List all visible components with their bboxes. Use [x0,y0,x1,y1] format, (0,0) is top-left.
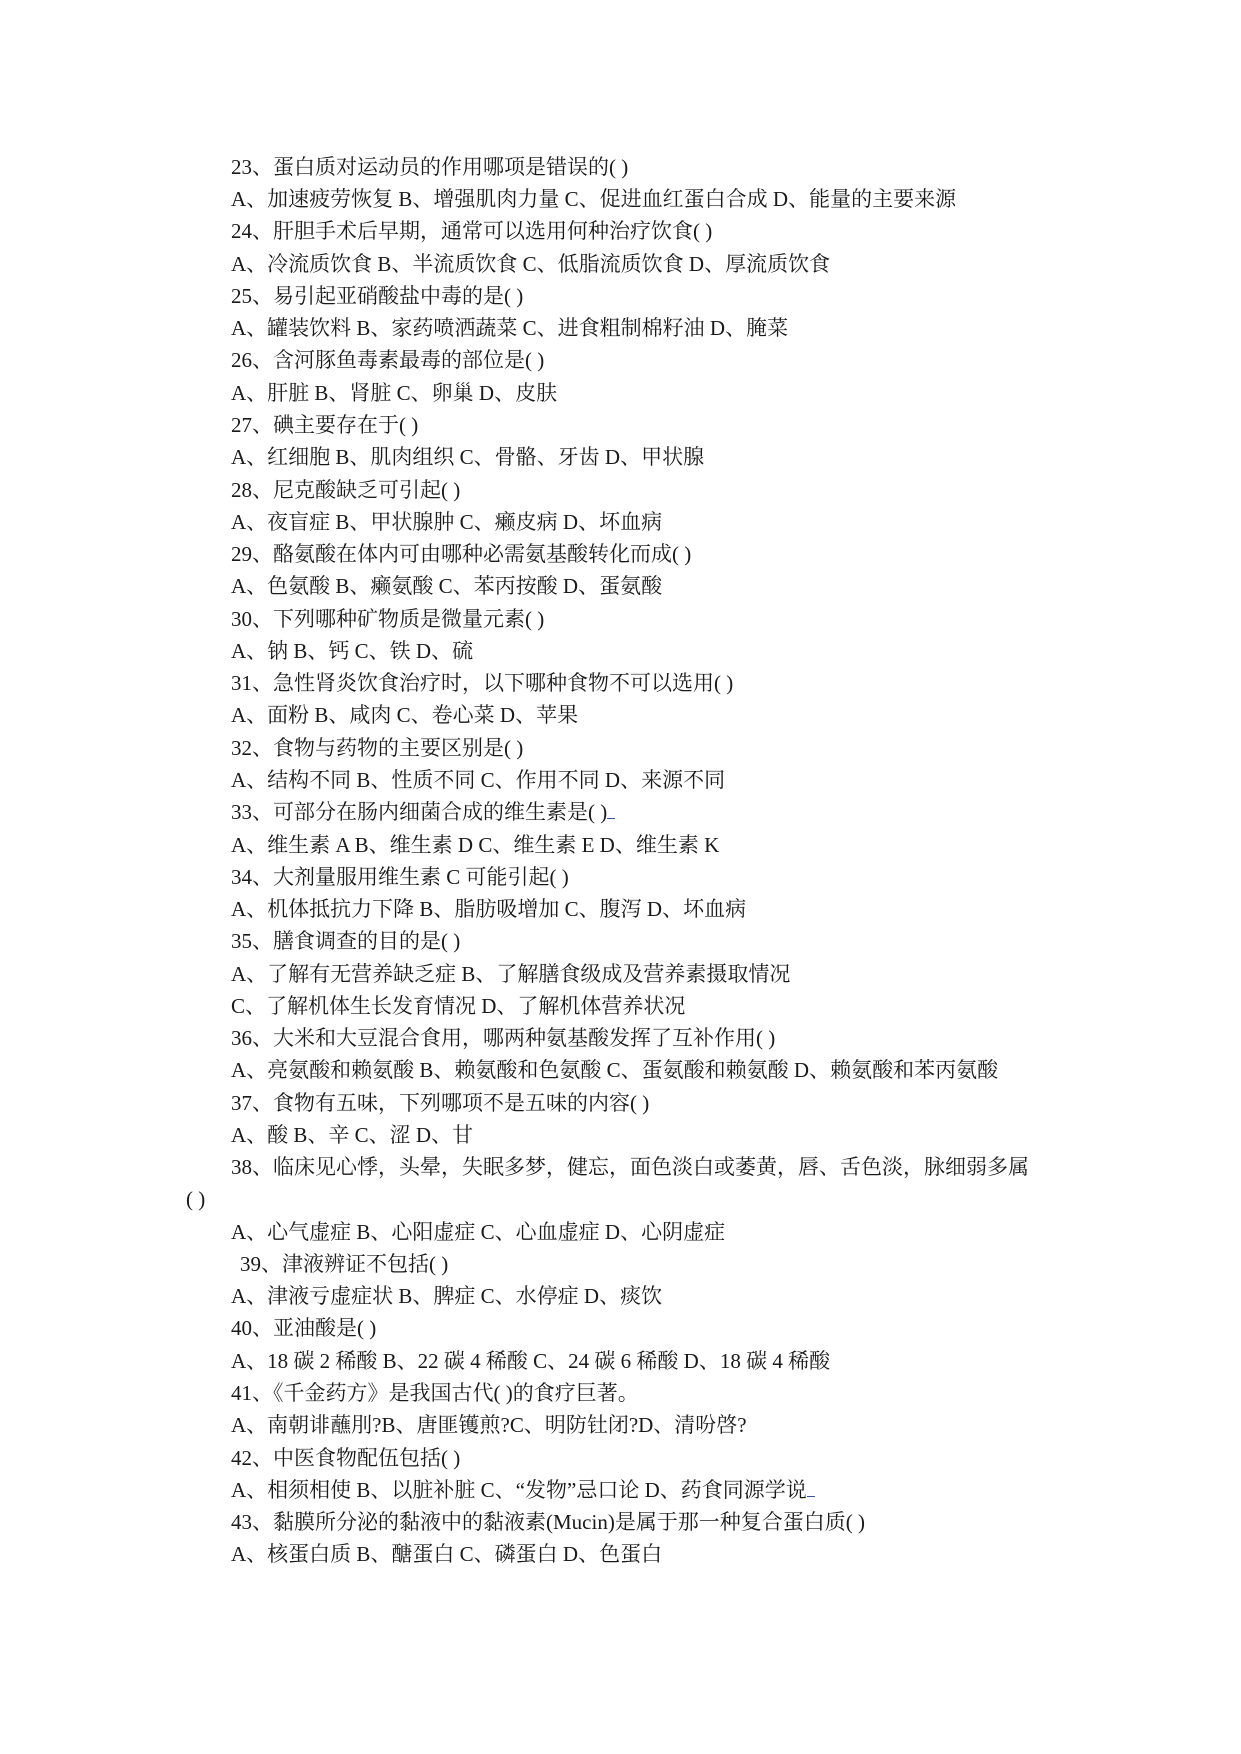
options-31: A、面粉 B、咸肉 C、卷心菜 D、苹果 [231,703,579,727]
options-26: A、肝脏 B、肾脏 C、卵巢 D、皮肤 [231,381,558,405]
options-39: A、津液亏虚症状 B、脾症 C、水停症 D、痰饮 [231,1284,663,1308]
question-43: 43、黏膜所分泌的黏液中的黏液素(Mucin)是属于那一种复合蛋白质( ) [231,1510,866,1534]
options-38: A、心气虚症 B、心阳虚症 C、心血虚症 D、心阴虚症 [231,1220,726,1244]
question-39: 39、津液辨证不包括( ) [240,1252,449,1276]
question-40: 40、亚油酸是( ) [231,1316,377,1340]
options-30: A、钠 B、钙 C、铁 D、硫 [231,639,474,663]
question-28: 28、尼克酸缺乏可引起( ) [231,478,461,502]
options-34: A、机体抵抗力下降 B、脂肪吸增加 C、腹泻 D、坏血病 [231,897,747,921]
options-35-ab: A、了解有无营养缺乏症 B、了解膳食级成及营养素摄取情况 [231,962,791,986]
question-38-cont: ( ) [186,1187,206,1211]
options-27: A、红细胞 B、肌肉组织 C、骨骼、牙齿 D、甲状腺 [231,445,705,469]
question-37: 37、食物有五味，下列哪项不是五味的内容( ) [231,1091,650,1115]
options-25: A、罐装饮料 B、家药喷洒蔬菜 C、进食粗制棉籽油 D、腌菜 [231,316,789,340]
options-43: A、核蛋白质 B、醣蛋白 C、磷蛋白 D、色蛋白 [231,1542,663,1566]
options-32: A、结构不同 B、性质不同 C、作用不同 D、来源不同 [231,768,726,792]
question-38: 38、临床见心悸，头晕，失眠多梦，健忘，面色淡白或萎黄，唇、舌色淡，脉细弱多属 [231,1155,1029,1179]
question-27: 27、碘主要存在于( ) [231,413,419,437]
question-23: 23、蛋白质对运动员的作用哪项是错误的( ) [231,155,629,179]
options-23: A、加速疲劳恢复 B、增强肌肉力量 C、促进血红蛋白合成 D、能量的主要来源 [231,187,957,211]
question-42: 42、中医食物配伍包括( ) [231,1446,461,1470]
question-32: 32、食物与药物的主要区别是( ) [231,736,524,760]
question-24: 24、肝胆手术后早期，通常可以选用何种治疗饮食( ) [231,219,713,243]
question-29: 29、酪氨酸在体内可由哪种必需氨基酸转化而成( ) [231,542,692,566]
options-28: A、夜盲症 B、甲状腺肿 C、癞皮病 D、坏血病 [231,510,663,534]
options-42-text: A、相须相使 B、以脏补脏 C、“发物”忌口论 D、药食同源学说 [231,1478,807,1502]
question-34: 34、大剂量服用维生素 C 可能引起( ) [231,865,569,889]
options-35-cd: C、了解机体生长发育情况 D、了解机体营养状况 [231,994,686,1018]
question-26: 26、含河豚鱼毒素最毒的部位是( ) [231,348,545,372]
options-40: A、18 碳 2 稀酸 B、22 碳 4 稀酸 C、24 碳 6 稀酸 D、18 碳 4 稀酸 [231,1349,831,1373]
underline-mark [607,800,615,819]
options-29: A、色氨酸 B、癞氨酸 C、苯丙按酸 D、蛋氨酸 [231,574,663,598]
question-31: 31、急性肾炎饮食治疗时，以下哪种食物不可以选用( ) [231,671,734,695]
question-35: 35、膳食调查的目的是( ) [231,929,461,953]
options-33: A、维生素 A B、维生素 D C、维生素 E D、维生素 K [231,833,720,857]
question-41: 41、《千金药方》是我国古代( )的食疗巨著。 [231,1381,639,1405]
question-33-text: 33、可部分在肠内细菌合成的维生素是( ) [231,800,608,824]
options-42 [231,1476,815,1504]
options-36: A、亮氨酸和赖氨酸 B、赖氨酸和色氨酸 C、蛋氨酸和赖氨酸 D、赖氨酸和苯丙氨酸 [231,1058,999,1082]
question-36: 36、大米和大豆混合食用，哪两种氨基酸发挥了互补作用( ) [231,1026,776,1050]
options-41: A、南朝诽蘸刖?B、唐匪镬煎?C、明防钍闭?D、清吩啓? [231,1413,747,1437]
options-37: A、酸 B、辛 C、涩 D、甘 [231,1123,474,1147]
question-30: 30、下列哪种矿物质是微量元素( ) [231,607,545,631]
question-25: 25、易引起亚硝酸盐中毒的是( ) [231,284,524,308]
underline-mark [807,1478,815,1497]
question-33 [231,798,615,826]
options-24: A、冷流质饮食 B、半流质饮食 C、低脂流质饮食 D、厚流质饮食 [231,252,831,276]
